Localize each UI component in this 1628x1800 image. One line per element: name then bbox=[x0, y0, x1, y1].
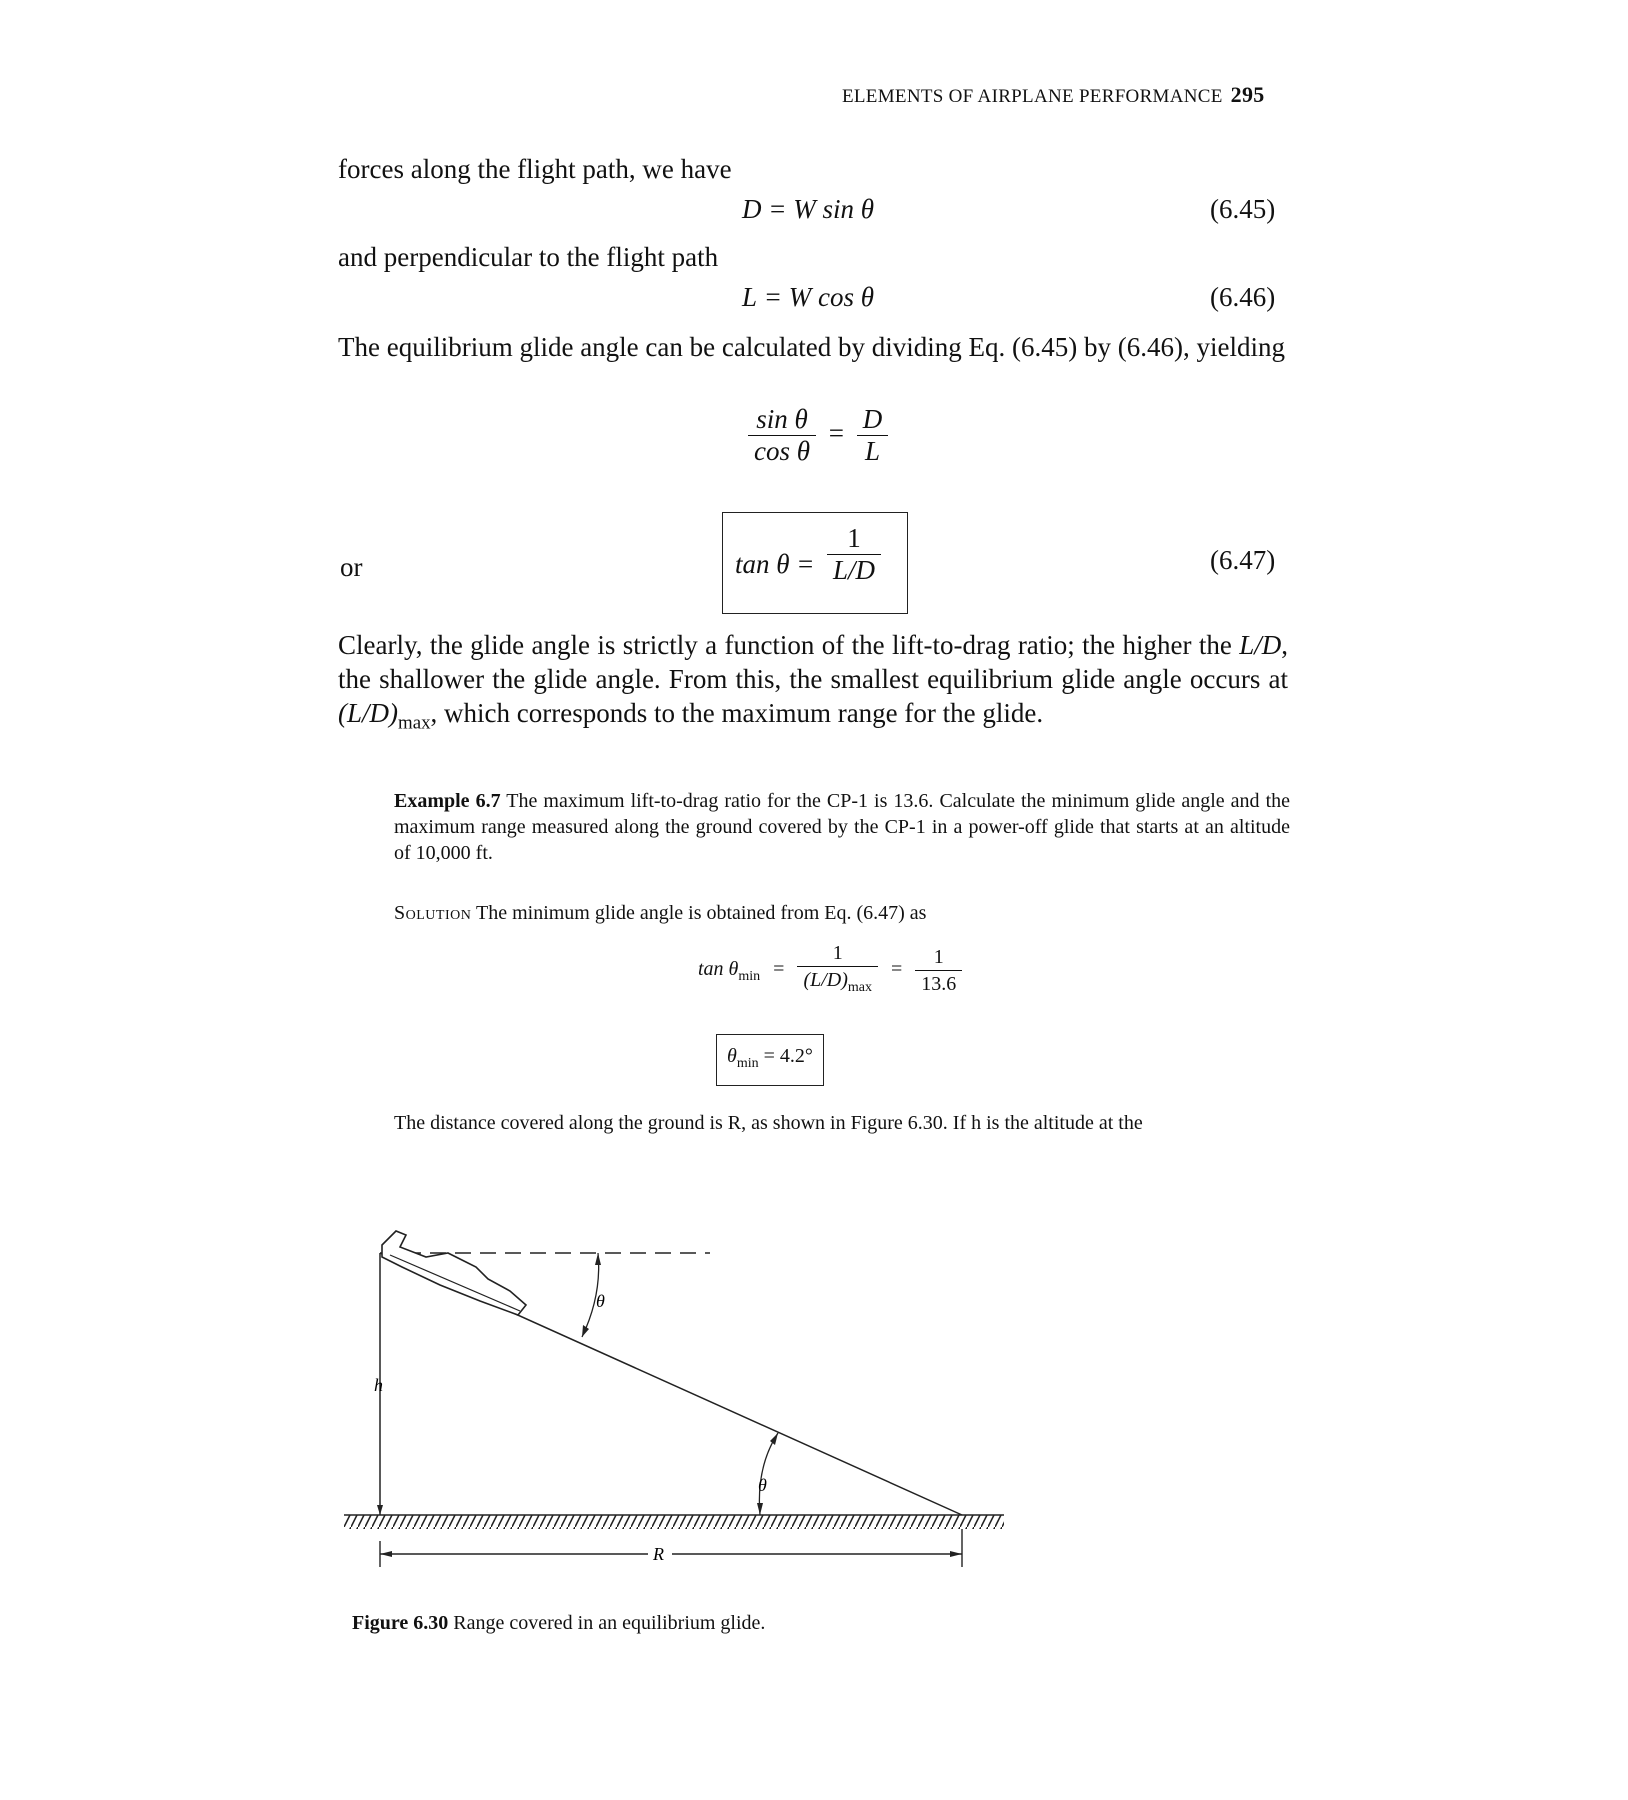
theta-bottom-label: θ bbox=[758, 1475, 767, 1495]
example-label: Example 6.7 bbox=[394, 790, 501, 812]
p4-part-a: Clearly, the glide angle is strictly a function of the lift-to-drag ratio; the higher the bbox=[338, 630, 1232, 660]
p4-part-c: , the shallower the glide angle. From this, the smallest equilibrium glide angle occurs at bbox=[338, 630, 1289, 694]
equation-6-45 bbox=[742, 194, 874, 225]
ratio-right-fraction bbox=[857, 404, 889, 467]
paragraph-2: and perpendicular to the flight path bbox=[338, 242, 719, 272]
eq-min-fraction-2 bbox=[915, 944, 962, 997]
equation-theta-min bbox=[698, 940, 962, 1001]
eq-min-equals: = bbox=[773, 958, 785, 981]
eq-min-den1: (L/D) bbox=[803, 969, 848, 991]
paragraph-3: The equilibrium glide angle can be calculated by dividing Eq. (6.45) by (6.46), yielding bbox=[338, 332, 1285, 362]
eq-6-47-fraction bbox=[827, 523, 881, 586]
figure-caption-label: Figure 6.30 bbox=[352, 1612, 449, 1634]
figure-caption bbox=[352, 1610, 765, 1636]
ratio-right-num: D bbox=[862, 404, 883, 434]
eq-6-46-rhs: = W cos θ bbox=[763, 282, 874, 312]
p4-ld: L/D bbox=[1239, 630, 1282, 660]
paragraph-5: The distance covered along the ground is R, as shown in Figure 6.30. If h is the altitude at the bbox=[394, 1112, 1143, 1134]
eq-min-lhs: tan θ bbox=[698, 958, 739, 981]
running-header bbox=[842, 82, 1265, 108]
result-box bbox=[716, 1034, 824, 1086]
equation-6-46 bbox=[742, 282, 874, 313]
result-var: θ bbox=[727, 1045, 737, 1067]
eq-min-num2: 1 bbox=[933, 946, 944, 968]
altitude-arrowhead bbox=[377, 1505, 383, 1515]
eq-min-equals-2: = bbox=[891, 958, 903, 981]
paragraph-1: forces along the flight path, we have bbox=[338, 154, 732, 184]
theta-top-label: θ bbox=[596, 1291, 605, 1311]
ratio-right-den: L bbox=[857, 435, 889, 467]
paragraph-4 bbox=[338, 628, 1288, 740]
eq-6-47-lhs: tan θ = bbox=[735, 549, 815, 579]
r-label: R bbox=[653, 1544, 664, 1564]
ratio-left-den: cos θ bbox=[748, 435, 816, 467]
figure-caption-text: Range covered in an equilibrium glide. bbox=[453, 1612, 766, 1634]
ratio-left-num: sin θ bbox=[756, 404, 808, 434]
eq-6-46-number: (6.46) bbox=[1210, 282, 1276, 312]
ground-hatch bbox=[344, 1515, 1004, 1529]
p4-part-f: , which corresponds to the maximum range for the glide. bbox=[430, 698, 1044, 728]
page-number: 295 bbox=[1230, 82, 1265, 107]
h-label: h bbox=[374, 1375, 383, 1395]
example-6-7 bbox=[394, 788, 1290, 866]
eq-min-fraction-1 bbox=[797, 940, 878, 1001]
eq-6-47-number: (6.47) bbox=[1210, 545, 1276, 575]
eq-min-den1-sub: max bbox=[847, 980, 873, 995]
solution-label: Solution bbox=[394, 902, 472, 924]
eq-min-den1-wrap bbox=[797, 966, 878, 1001]
equation-6-47-box bbox=[722, 512, 908, 614]
ratio-left-fraction bbox=[748, 404, 816, 467]
eq-min-den2: 13.6 bbox=[915, 970, 962, 997]
ratio-equals: = bbox=[828, 417, 844, 448]
result-sub: min bbox=[736, 1056, 759, 1071]
example-text: The maximum lift-to-drag ratio for the CP-1 is 13.6. Calculate the minimum glide angle and the maximum range measured along the ground covered by the CP-1 in a power-off glide that starts at an altitude of 10,000 ft. bbox=[394, 790, 1291, 864]
eq-6-45-lhs: D bbox=[742, 194, 762, 224]
p4-ld-max: (L/D) bbox=[338, 698, 398, 728]
ratio-equation bbox=[748, 404, 888, 467]
eq-6-46-lhs: L bbox=[742, 282, 758, 312]
result-value: = 4.2° bbox=[763, 1045, 813, 1067]
eq-6-45-rhs: = W sin θ bbox=[768, 194, 874, 224]
bottom-angle-arc bbox=[759, 1433, 778, 1515]
eq-min-lhs-sub: min bbox=[738, 969, 761, 985]
airplane-icon bbox=[382, 1231, 526, 1315]
header-title: ELEMENTS OF AIRPLANE PERFORMANCE bbox=[842, 86, 1223, 107]
eq-6-45-number: (6.45) bbox=[1210, 194, 1276, 224]
eq-6-47-den: L/D bbox=[827, 554, 881, 586]
or-label: or bbox=[340, 552, 363, 582]
solution-line bbox=[394, 900, 926, 926]
eq-min-num1: 1 bbox=[832, 942, 843, 964]
solution-text: The minimum glide angle is obtained from Eq. (6.47) as bbox=[475, 902, 927, 924]
p4-max-sub: max bbox=[398, 712, 431, 734]
eq-6-47-num: 1 bbox=[847, 523, 861, 553]
figure-glide-diagram bbox=[330, 1205, 1030, 1595]
